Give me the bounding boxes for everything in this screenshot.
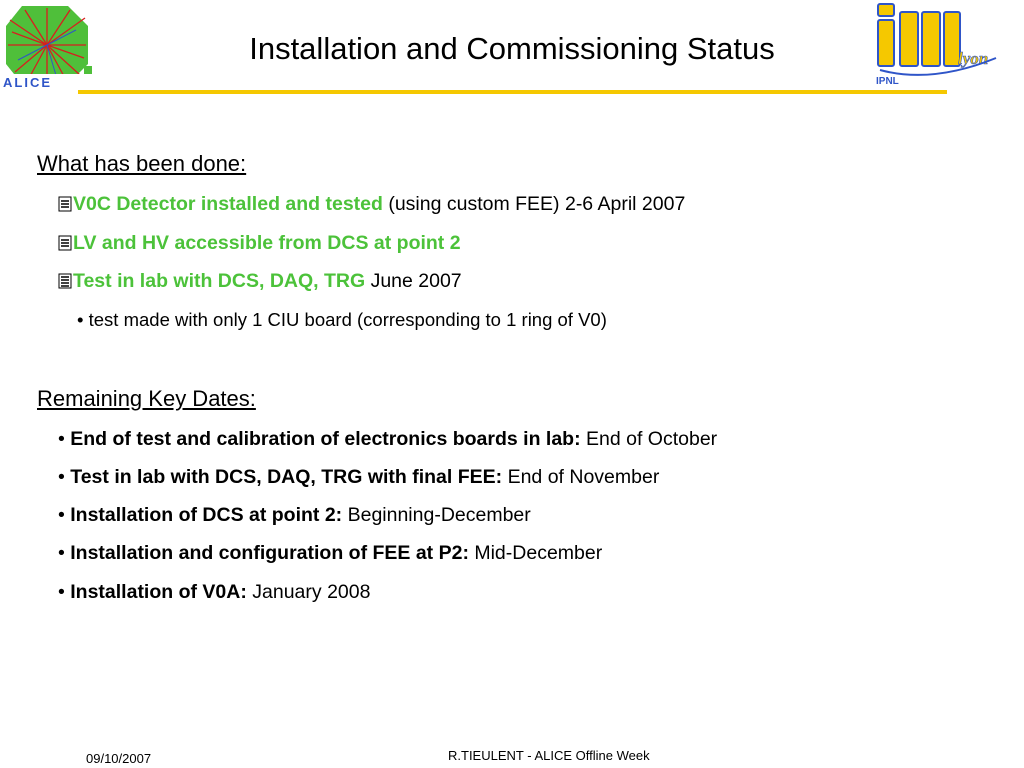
date-item-5-label: Installation of V0A:	[70, 581, 247, 603]
done-item-3	[58, 268, 462, 294]
done-item-1-highlight: V0C Detector installed and tested	[73, 193, 383, 215]
bullet: •	[58, 581, 71, 603]
date-item-3	[58, 502, 531, 528]
done-item-1-rest: (using custom FEE) 2-6 April 2007	[382, 193, 686, 215]
bullet: •	[58, 504, 71, 526]
done-item-1	[58, 191, 685, 217]
page-title: Installation and Commissioning Status	[249, 31, 775, 66]
footer-author: R.TIEULENT - ALICE Offline Week	[448, 748, 650, 763]
ipnl-logo-text: IPNL	[876, 76, 899, 86]
bullet: •	[58, 542, 71, 564]
done-item-2	[58, 230, 461, 256]
date-item-2-label: Test in lab with DCS, DAQ, TRG with final FEE:	[70, 466, 503, 488]
done-item-3-rest: June 2007	[365, 270, 462, 292]
date-item-4-value: Mid-December	[468, 542, 603, 564]
date-item-3-label: Installation of DCS at point 2:	[70, 504, 343, 526]
section-heading-done: What has been done:	[37, 151, 247, 176]
done-item-3-highlight: Test in lab with DCS, DAQ, TRG	[73, 270, 366, 292]
date-item-2-value: End of November	[502, 466, 660, 488]
bullet: •	[58, 466, 71, 488]
footer-date: 09/10/2007	[86, 751, 152, 766]
date-item-5-value: January 2008	[246, 581, 371, 603]
date-item-4	[58, 540, 602, 566]
list-bullet-icon	[58, 235, 72, 251]
title-divider	[78, 90, 947, 94]
date-item-1-label: End of test and calibration of electronics boards in lab:	[70, 428, 581, 450]
ipnl-logo-subtext: lyon	[958, 49, 989, 68]
date-item-1-value: End of October	[580, 428, 718, 450]
date-item-1	[58, 426, 717, 452]
date-item-4-label: Installation and configuration of FEE at P2:	[70, 542, 469, 564]
list-bullet-icon	[58, 196, 72, 212]
list-bullet-icon	[58, 273, 72, 289]
section-heading-dates: Remaining Key Dates:	[37, 386, 256, 411]
done-subitem: • test made with only 1 CIU board (corresponding to 1 ring of V0)	[77, 309, 607, 330]
date-item-3-value: Beginning-December	[342, 504, 531, 526]
bullet: •	[58, 428, 71, 450]
date-item-5	[58, 579, 370, 605]
done-item-2-highlight: LV and HV accessible from DCS at point 2	[73, 232, 461, 254]
ipnl-logo	[872, 0, 1002, 86]
alice-logo-text: ALICE	[3, 75, 52, 90]
date-item-2	[58, 464, 659, 490]
